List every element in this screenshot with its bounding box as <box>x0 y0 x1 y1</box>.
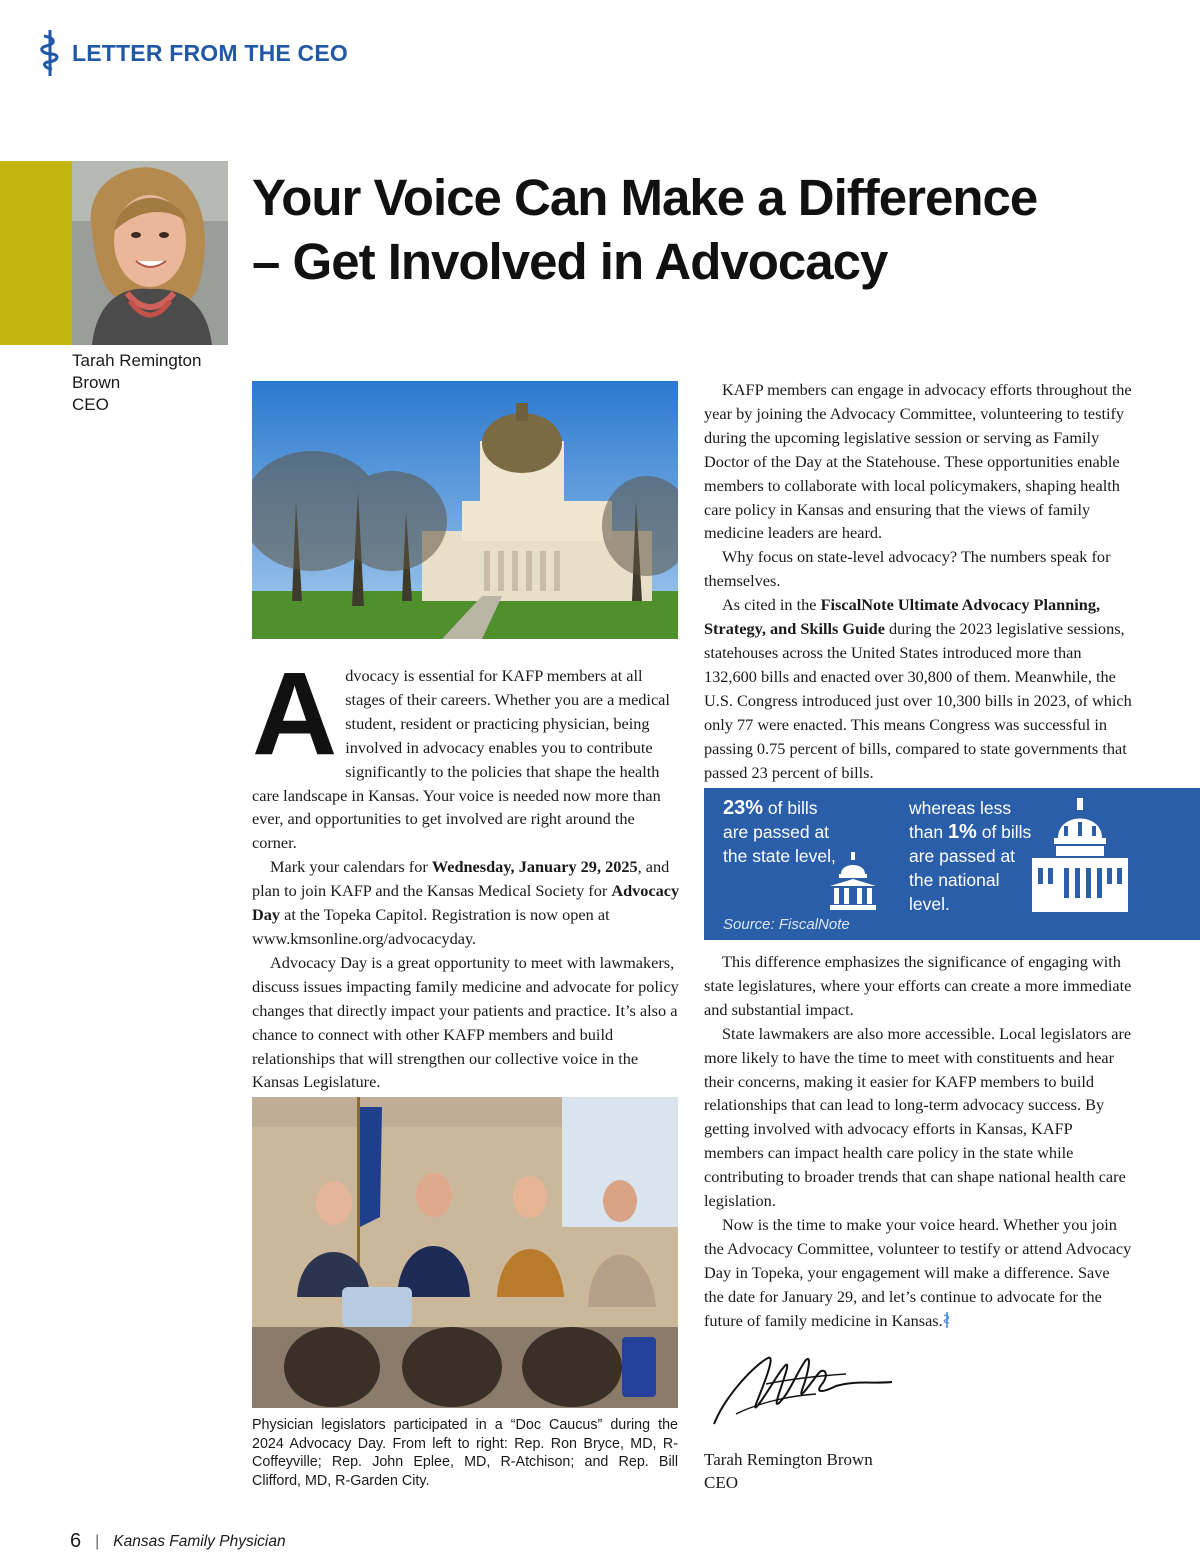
paragraph: Why focus on state-level advocacy? The numbers speak for themselves. <box>704 547 1111 591</box>
paragraph <box>704 1213 1132 1333</box>
national-stat-pre: whereas less than <box>909 798 1012 842</box>
text-run: As cited in the <box>722 595 821 615</box>
left-column <box>252 648 680 1094</box>
capitol-photo <box>252 381 678 639</box>
stat-callout <box>704 788 1200 940</box>
title-line-2: – Get Involved in Advocacy <box>252 233 888 290</box>
caduceus-staff-icon <box>38 28 62 78</box>
page-footer <box>70 1530 286 1553</box>
footer-separator: | <box>95 1532 100 1550</box>
paragraph: This difference emphasizes the significance of engaging with state legislatures, where your efforts can create a more immediate and substantial impact. <box>704 952 1132 1019</box>
signoff-name: Tarah Remington Brown <box>704 1450 873 1469</box>
intro-paragraph <box>252 648 680 855</box>
photo-caption: Physician legislators participated in a “Doc Caucus” during the 2024 Advocacy Day. From left to right: Rep. Ron Bryce, MD, R-Coffeyville; Rep. John Eplee, MD, R-Atchison; and Rep. Bill Clifford, MD, R-Garden City. <box>252 1417 678 1489</box>
stat-source: Source: FiscalNote <box>723 916 850 933</box>
paragraph <box>252 855 680 951</box>
state-stat <box>723 796 843 868</box>
national-stat-text: of bills are passed at the national level. <box>909 822 1032 914</box>
text-run: Mark your calendars for <box>270 857 432 877</box>
page-title <box>252 166 1152 294</box>
accent-bar <box>0 161 72 345</box>
ceo-caption-line: CEO <box>72 395 109 414</box>
state-percent: 23% <box>723 797 764 819</box>
intro-text: dvocacy is essential for KAFP members at all stages of their careers. Whether you are a medical student, resident or practicing physician, being involved in advocacy enables you to contribute significantly to the policies that shape the health care landscape in Kansas. Your voice is needed now more than ever, and opportunities to get involved are right around the corner. <box>252 666 670 853</box>
capitol-building-icon <box>828 852 878 910</box>
section-header <box>38 28 348 78</box>
ceo-caption <box>72 350 201 416</box>
caduceus-end-icon <box>943 1312 951 1328</box>
title-line-1: Your Voice Can Make a Difference <box>252 169 1038 226</box>
right-column-top <box>704 378 1132 784</box>
right-column-bottom <box>704 950 1132 1333</box>
text-run: during the 2023 legislative sessions, statehouses across the United States introduced more than 132,600 bills and enacted over 30,800 of them. Meanwhile, the U.S. Congress introduced just over 10,300 bills in 2023, of which only 77 were enacted. This means Congress was successful in passing 0.75 percent of bills, compared to state governments that passed 23 percent of bills. <box>704 619 1132 782</box>
national-stat <box>909 796 1034 916</box>
national-percent: 1% <box>947 821 977 843</box>
closing-text: Now is the time to make your voice heard. Whether you join the Advocacy Committee, volunteer to testify or attend Advocacy Day in Topeka, your engagement will make a difference. Save the date for January 29, and let’s continue to advocate for the future of family medicine in Kansas. <box>704 1214 1132 1330</box>
event-date: Wednesday, January 29, 2025 <box>431 857 638 877</box>
text-run: at the Topeka Capitol. Registration is now open at www.kmsonline.org/advocacyday. <box>252 905 610 948</box>
caucus-photo <box>252 1097 678 1408</box>
paragraph: Advocacy Day is a great opportunity to meet with lawmakers, discuss issues impacting family medicine and advocate for policy changes that directly impact your patients and practice. It’s also a chance to connect with other KAFP members and build relationships that will strengthen our collective voice in the Kansas Legislature. <box>252 952 679 1092</box>
signoff-title: CEO <box>704 1473 738 1492</box>
text-run: , and plan to join KAFP and the Kansas Medical Society for <box>252 857 670 901</box>
capitol-building-icon <box>1032 798 1128 914</box>
ceo-portrait <box>72 161 228 345</box>
publication-name: Kansas Family Physician <box>113 1532 286 1550</box>
page-number: 6 <box>70 1530 82 1552</box>
state-stat-text: of bills are passed at the state level, <box>723 798 836 866</box>
signature <box>706 1344 896 1434</box>
signoff <box>704 1448 873 1494</box>
section-label: LETTER FROM THE CEO <box>72 39 348 66</box>
ceo-caption-line: Brown <box>72 373 121 392</box>
dropcap: A <box>252 648 338 780</box>
ceo-caption-line: Tarah Remington <box>72 351 202 370</box>
paragraph: KAFP members can engage in advocacy efforts throughout the year by joining the Advocacy Committee, volunteering to testify during the upcoming legislative session or serving as Family Doctor of the Day at the Statehouse. These opportunities enable members to collaborate with local policymakers, shaping health care policy in Kansas and ensuring that the views of family medicine leaders are heard. <box>704 380 1132 543</box>
paragraph: State lawmakers are also more accessible. Local legislators are more likely to have the time to meet with constituents and hear their concerns, making it easier for KAFP members to build relationships that can lead to long-term advocacy success. By getting involved with advocacy efforts in Kansas, KAFP members can impact health care policy in the state while contributing to broader trends that can shape national health care legislation. <box>704 1023 1132 1211</box>
guide-title: FiscalNote Ultimate Advocacy Planning, Strategy, and Skills Guide <box>704 595 1101 639</box>
event-name: Advocacy Day <box>252 881 680 925</box>
paragraph <box>704 593 1132 784</box>
